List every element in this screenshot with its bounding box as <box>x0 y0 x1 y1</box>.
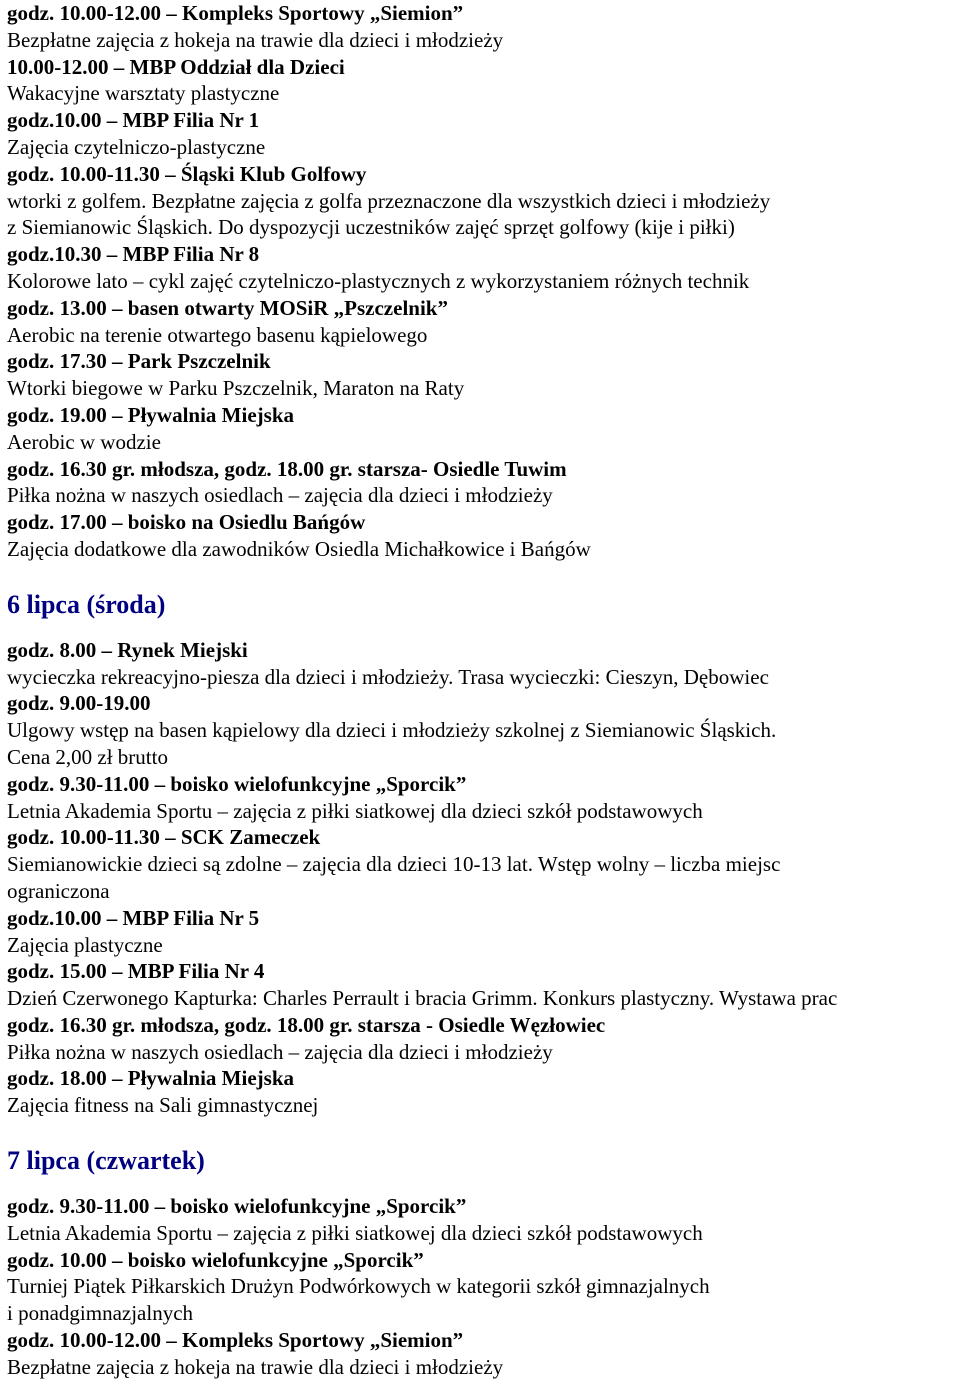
event-time-venue: godz. 9.30-11.00 – boisko wielofunkcyjne „Sporcik” <box>7 1194 467 1219</box>
event-description: i ponadgimnazjalnych <box>7 1301 194 1326</box>
event-description: Bezpłatne zajęcia z hokeja na trawie dla dzieci i młodzieży <box>7 1354 504 1379</box>
event-time-venue: godz. 17.30 – Park Pszczelnik <box>7 349 271 374</box>
event-time-venue: godz. 10.00-11.30 – SCK Zameczek <box>7 825 321 850</box>
event-time-venue: godz.10.00 – MBP Filia Nr 1 <box>7 108 260 133</box>
event-description: Kolorowe lato – cykl zajęć czytelniczo-plastycznych z wykorzystaniem różnych technik <box>7 268 750 293</box>
event-time-venue: godz. 17.00 – boisko na Osiedlu Bańgów <box>7 510 366 535</box>
event-description: z Siemianowic Śląskich. Do dyspozycji uczestników zajęć sprzęt golfowy (kije i piłki) <box>7 215 735 240</box>
event-description: ograniczona <box>7 878 110 903</box>
event-description: Zajęcia plastyczne <box>7 932 163 957</box>
day-heading: 6 lipca (środa) <box>7 589 166 619</box>
event-description: Aerobic na terenie otwartego basenu kąpielowego <box>7 322 428 347</box>
event-time-venue: godz. 10.00-12.00 – Kompleks Sportowy „Siemion” <box>7 1328 464 1353</box>
event-time-venue: godz. 10.00 – boisko wielofunkcyjne „Sporcik” <box>7 1247 424 1272</box>
event-time-venue: godz. 19.00 – Pływalnia Miejska <box>7 402 294 427</box>
event-time-venue: godz. 15.00 – MBP Filia Nr 4 <box>7 959 265 984</box>
event-description: Bezpłatne zajęcia z hokeja na trawie dla dzieci i młodzieży <box>7 27 504 52</box>
event-description: Wtorki biegowe w Parku Pszczelnik, Maraton na Raty <box>7 376 465 401</box>
event-time-venue: godz. 10.00-12.00 – Kompleks Sportowy „Siemion” <box>7 1 464 25</box>
event-description: Zajęcia dodatkowe dla zawodników Osiedla Michałkowice i Bańgów <box>7 536 591 561</box>
event-description: Aerobic w wodzie <box>7 429 161 454</box>
event-time-venue: godz.10.30 – MBP Filia Nr 8 <box>7 242 260 267</box>
event-description: Ulgowy wstęp na basen kąpielowy dla dzieci i młodzieży szkolnej z Siemianowic Śląskich. <box>7 718 777 743</box>
event-time-venue: godz. 9.00-19.00 <box>7 691 151 716</box>
event-description: Dzień Czerwonego Kapturka: Charles Perrault i bracia Grimm. Konkurs plastyczny. Wystawa prac <box>7 986 838 1011</box>
event-time-venue: godz. 16.30 gr. młodsza, godz. 18.00 gr. starsza - Osiedle Węzłowiec <box>7 1012 606 1037</box>
event-description: Letnia Akademia Sportu – zajęcia z piłki siatkowej dla dzieci szkół podstawowych <box>7 798 703 823</box>
event-description: Wakacyjne warsztaty plastyczne <box>7 81 280 106</box>
event-description: Piłka nożna w naszych osiedlach – zajęcia dla dzieci i młodzieży <box>7 1039 553 1064</box>
event-time-venue: godz. 16.30 gr. młodsza, godz. 18.00 gr. starsza- Osiedle Tuwim <box>7 456 567 481</box>
event-description: wycieczka rekreacyjno-piesza dla dzieci i młodzieży. Trasa wycieczki: Cieszyn, Dębowiec <box>7 664 769 689</box>
event-time-venue: godz. 10.00-11.30 – Śląski Klub Golfowy <box>7 161 367 186</box>
event-description: Zajęcia czytelniczo-plastyczne <box>7 134 266 159</box>
event-description: Zajęcia fitness na Sali gimnastycznej <box>7 1093 319 1118</box>
event-description: Siemianowickie dzieci są zdolne – zajęcia dla dzieci 10-13 lat. Wstęp wolny – liczba miejsc <box>7 852 781 877</box>
event-time-venue: 10.00-12.00 – MBP Oddział dla Dzieci <box>7 54 345 79</box>
event-time-venue: godz. 18.00 – Pływalnia Miejska <box>7 1066 294 1091</box>
event-description: Cena 2,00 zł brutto <box>7 744 168 769</box>
event-time-venue: godz. 13.00 – basen otwarty MOSiR „Pszczelnik” <box>7 295 448 320</box>
event-description: Piłka nożna w naszych osiedlach – zajęcia dla dzieci i młodzieży <box>7 483 553 508</box>
event-description: Turniej Piątek Piłkarskich Drużyn Podwórkowych w kategorii szkół gimnazjalnych <box>7 1274 710 1299</box>
event-time-venue: godz. 8.00 – Rynek Miejski <box>7 637 248 662</box>
event-description: Letnia Akademia Sportu – zajęcia z piłki siatkowej dla dzieci szkół podstawowych <box>7 1220 703 1245</box>
day-heading: 7 lipca (czwartek) <box>7 1146 205 1176</box>
event-description: wtorki z golfem. Bezpłatne zajęcia z golfa przeznaczone dla wszystkich dzieci i młodzieży <box>7 188 771 213</box>
event-time-venue: godz.10.00 – MBP Filia Nr 5 <box>7 905 260 930</box>
event-time-venue: godz. 9.30-11.00 – boisko wielofunkcyjne „Sporcik” <box>7 771 467 796</box>
